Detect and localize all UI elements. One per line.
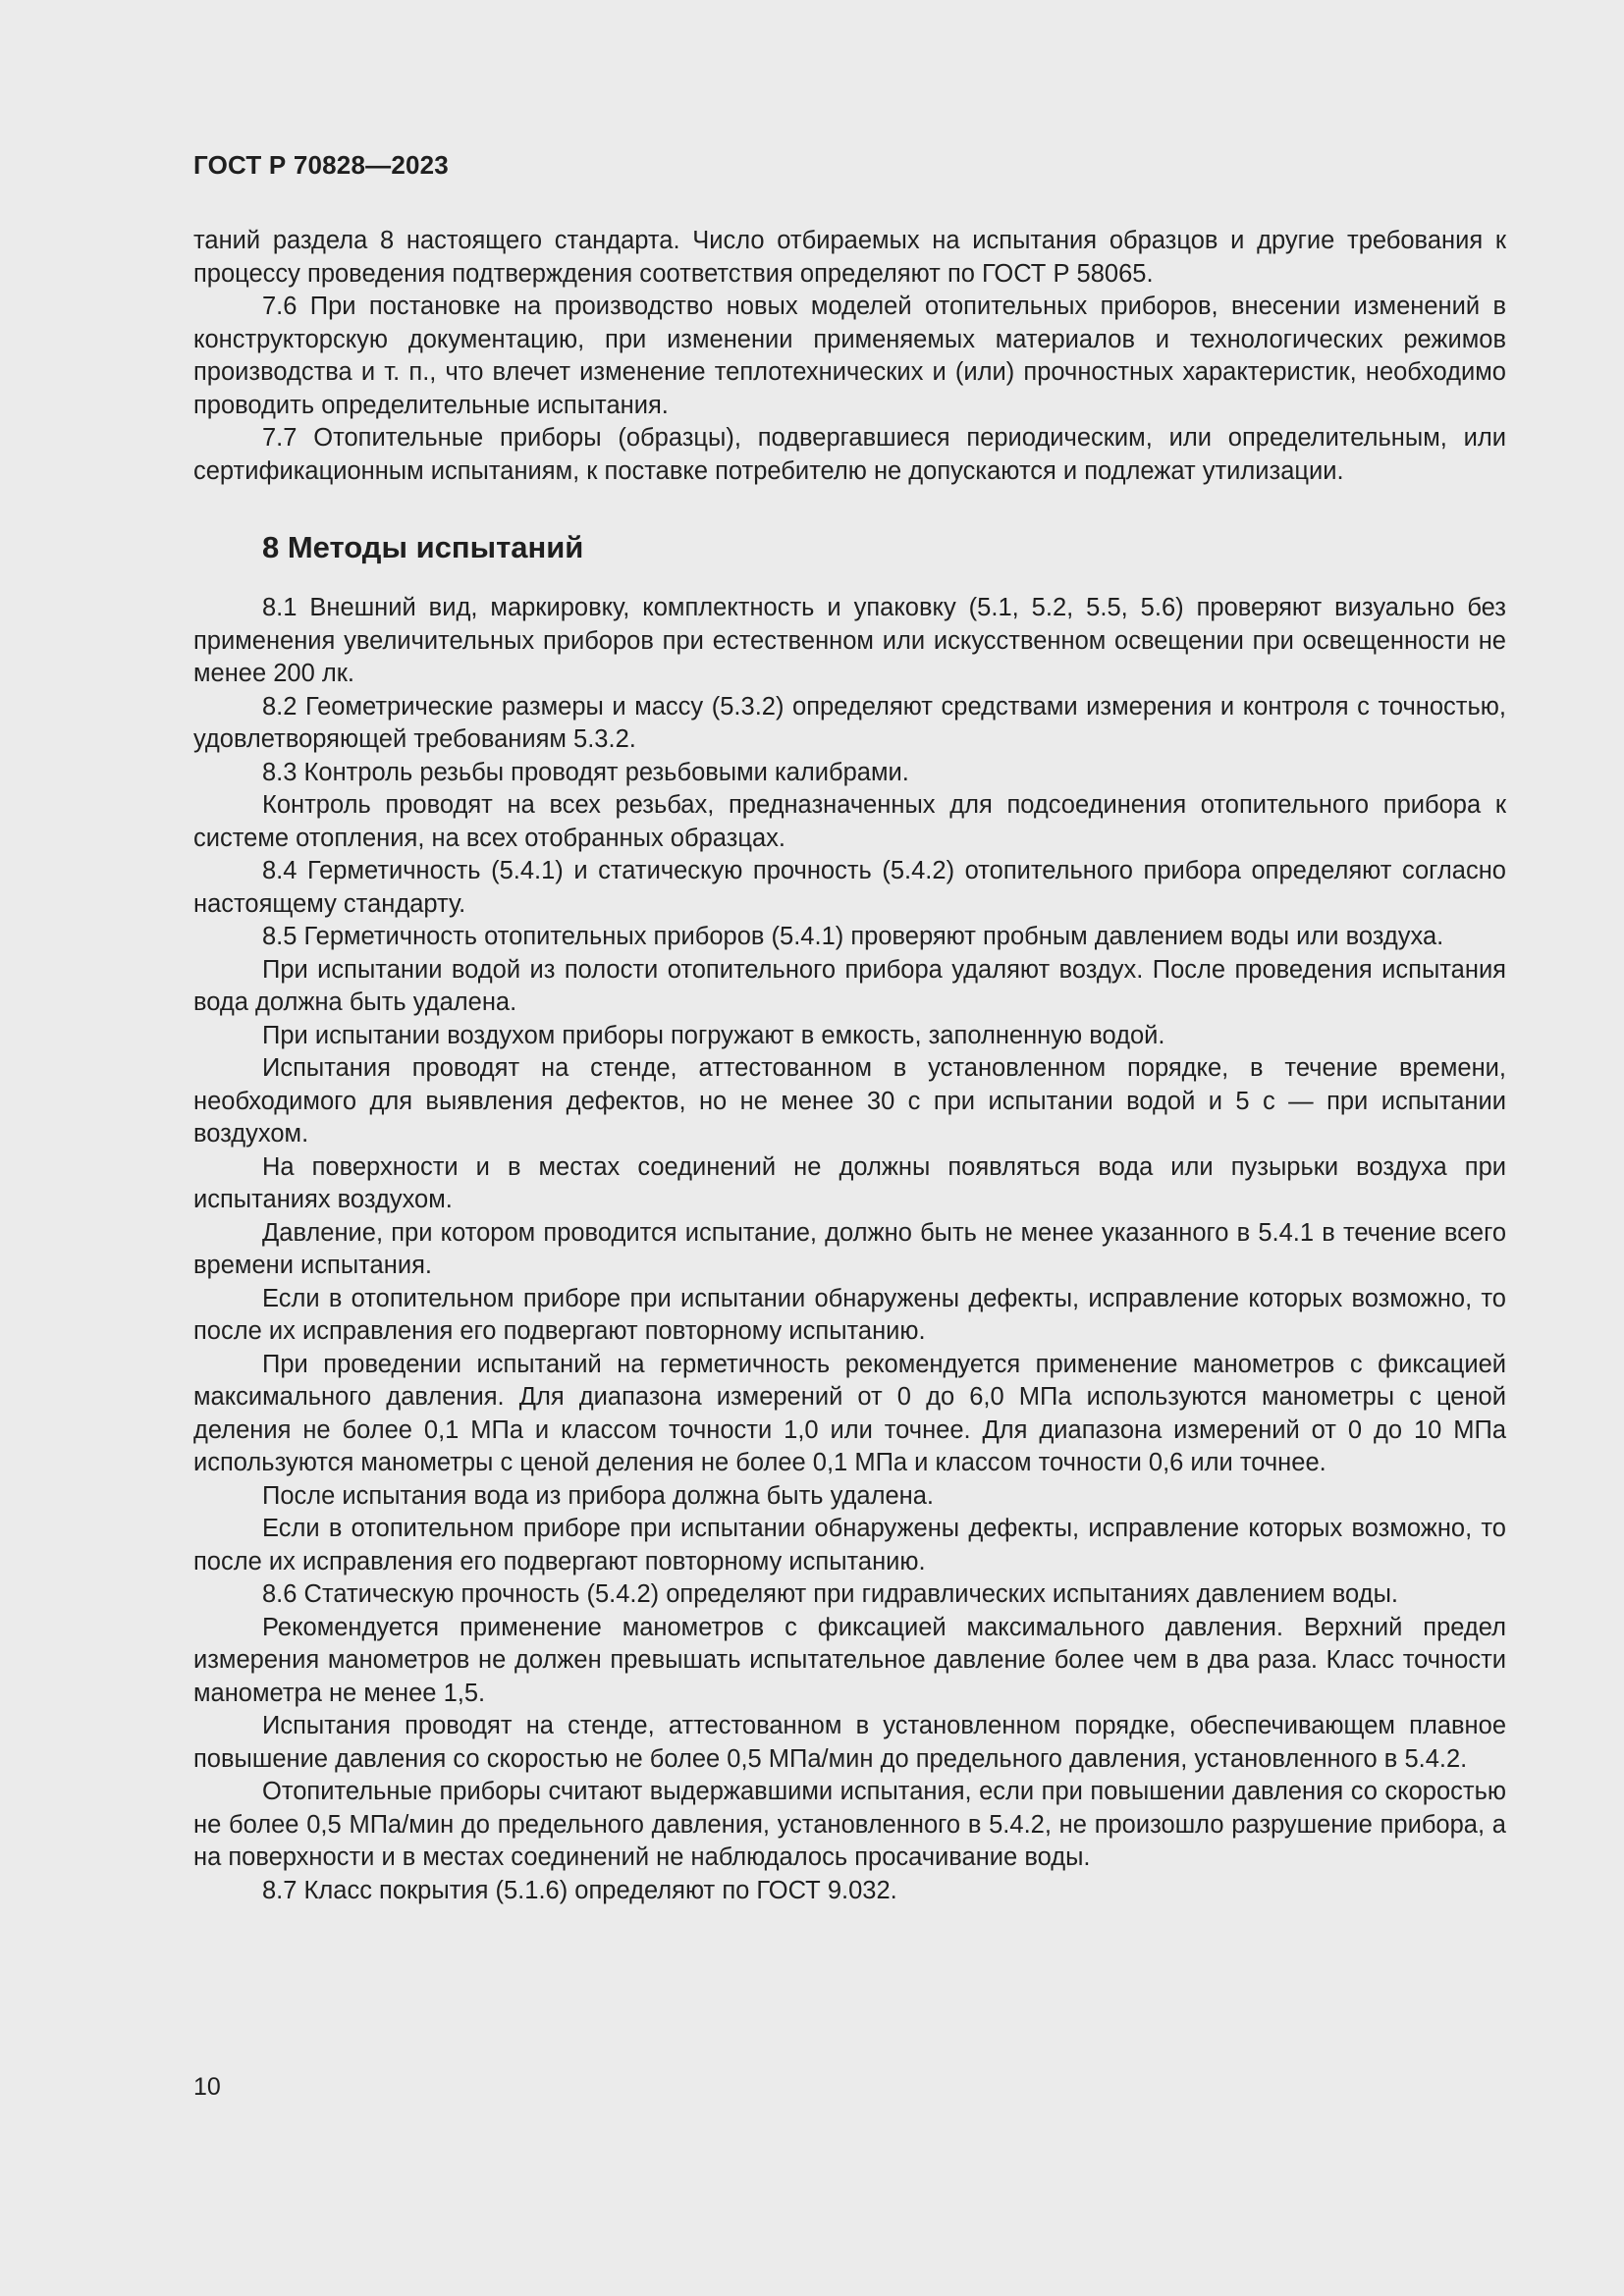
section-heading: 8 Методы испытаний	[262, 530, 584, 564]
paragraph-8-1: 8.1 Внешний вид, маркировку, комплектность и упаковку (5.1, 5.2, 5.5, 5.6) проверяют визуально без применения увеличительных приборов при естественном или искусственном освещении при освещенности не менее 200 лк.	[193, 594, 1506, 687]
standard-code-header: ГОСТ Р 70828—2023	[193, 150, 449, 180]
paragraph: Если в отопительном приборе при испытании обнаружены дефекты, исправление которых возможно, то после их исправления его подвергают повторному испытанию.	[193, 1515, 1506, 1575]
paragraph-8-5: 8.5 Герметичность отопительных приборов (5.4.1) проверяют пробным давлением воды или воздуха.	[262, 923, 1444, 950]
paragraph-8-2: 8.2 Геометрические размеры и массу (5.3.2) определяют средствами измерения и контроля с точностью, удовлетворяющей требованиям 5.3.2.	[193, 692, 1506, 753]
paragraph-8-4: 8.4 Герметичность (5.4.1) и статическую прочность (5.4.2) отопительного прибора определяют согласно настоящему стандарту.	[193, 857, 1506, 918]
paragraph-8-6: 8.6 Статическую прочность (5.4.2) определяют при гидравлических испытаниях давлением воды.	[262, 1580, 1398, 1608]
paragraph-7-7: 7.7 Отопительные приборы (образцы), подвергавшиеся периодическим, или определительным, или сертификационным испытаниям, к поставке потребителю не допускаются и подлежат утилизации.	[193, 424, 1506, 485]
paragraph-7-6: 7.6 При постановке на производство новых моделей отопительных приборов, внесении изменений в конструкторскую документацию, при изменении применяемых материалов и технологических режимов производства и т. п., что влечет изменение теплотехнических и (или) прочностных характеристик, необходимо проводить определительные испытания.	[193, 293, 1506, 419]
document-body	[193, 225, 1506, 1907]
paragraph: При испытании воздухом приборы погружают в емкость, заполненную водой.	[262, 1021, 1165, 1049]
paragraph-8-3: 8.3 Контроль резьбы проводят резьбовыми калибрами.	[262, 758, 909, 786]
paragraph: Испытания проводят на стенде, аттестованном в установленном порядке, обеспечивающем плавное повышение давления со скоростью не более 0,5 МПа/мин до предельного давления, установленного в 5.4.2.	[193, 1712, 1506, 1773]
paragraph: Испытания проводят на стенде, аттестованном в установленном порядке, в течение времени, необходимого для выявления дефектов, но не менее 30 с при испытании водой и 5 с — при испытании воздухом.	[193, 1054, 1506, 1148]
paragraph: Если в отопительном приборе при испытании обнаружены дефекты, исправление которых возможно, то после их исправления его подвергают повторному испытанию.	[193, 1284, 1506, 1345]
paragraph: Рекомендуется применение манометров с фиксацией максимального давления. Верхний предел измерения манометров не должен превышать испытательное давление более чем в два раза. Класс точности манометра не менее 1,5.	[193, 1613, 1506, 1707]
paragraph: При проведении испытаний на герметичность рекомендуется применение манометров с фиксацией максимального давления. Для диапазона измерений от 0 до 6,0 МПа используются манометры с ценой деления не более 0,1 МПа и классом точности 1,0 или точнее. Для диапазона измерений от 0 до 10 МПа используются манометры с ценой деления не более 0,1 МПа и классом точности 0,6 или точнее.	[193, 1350, 1506, 1476]
paragraph-continuation: таний раздела 8 настоящего стандарта. Число отбираемых на испытания образцов и другие требования к процессу проведения подтверждения соответствия определяют по ГОСТ Р 58065.	[193, 227, 1506, 288]
paragraph: Давление, при котором проводится испытание, должно быть не менее указанного в 5.4.1 в течение всего времени испытания.	[193, 1218, 1506, 1279]
paragraph: При испытании водой из полости отопительного прибора удаляют воздух. После проведения испытания вода должна быть удалена.	[193, 955, 1506, 1016]
page-number: 10	[193, 2073, 221, 2101]
paragraph: После испытания вода из прибора должна быть удалена.	[262, 1481, 934, 1510]
paragraph: Отопительные приборы считают выдержавшими испытания, если при повышении давления со скоростью не более 0,5 МПа/мин до предельного давления, установленного в 5.4.2, не произошло разрушение прибора, а на поверхности и в местах соединений не наблюдалось просачивание воды.	[193, 1778, 1506, 1871]
paragraph-8-7: 8.7 Класс покрытия (5.1.6) определяют по ГОСТ 9.032.	[262, 1876, 897, 1904]
paragraph: Контроль проводят на всех резьбах, предназначенных для подсоединения отопительного прибора к системе отопления, на всех отобранных образцах.	[193, 791, 1506, 852]
paragraph: На поверхности и в местах соединений не должны появляться вода или пузырьки воздуха при испытаниях воздухом.	[193, 1152, 1506, 1213]
